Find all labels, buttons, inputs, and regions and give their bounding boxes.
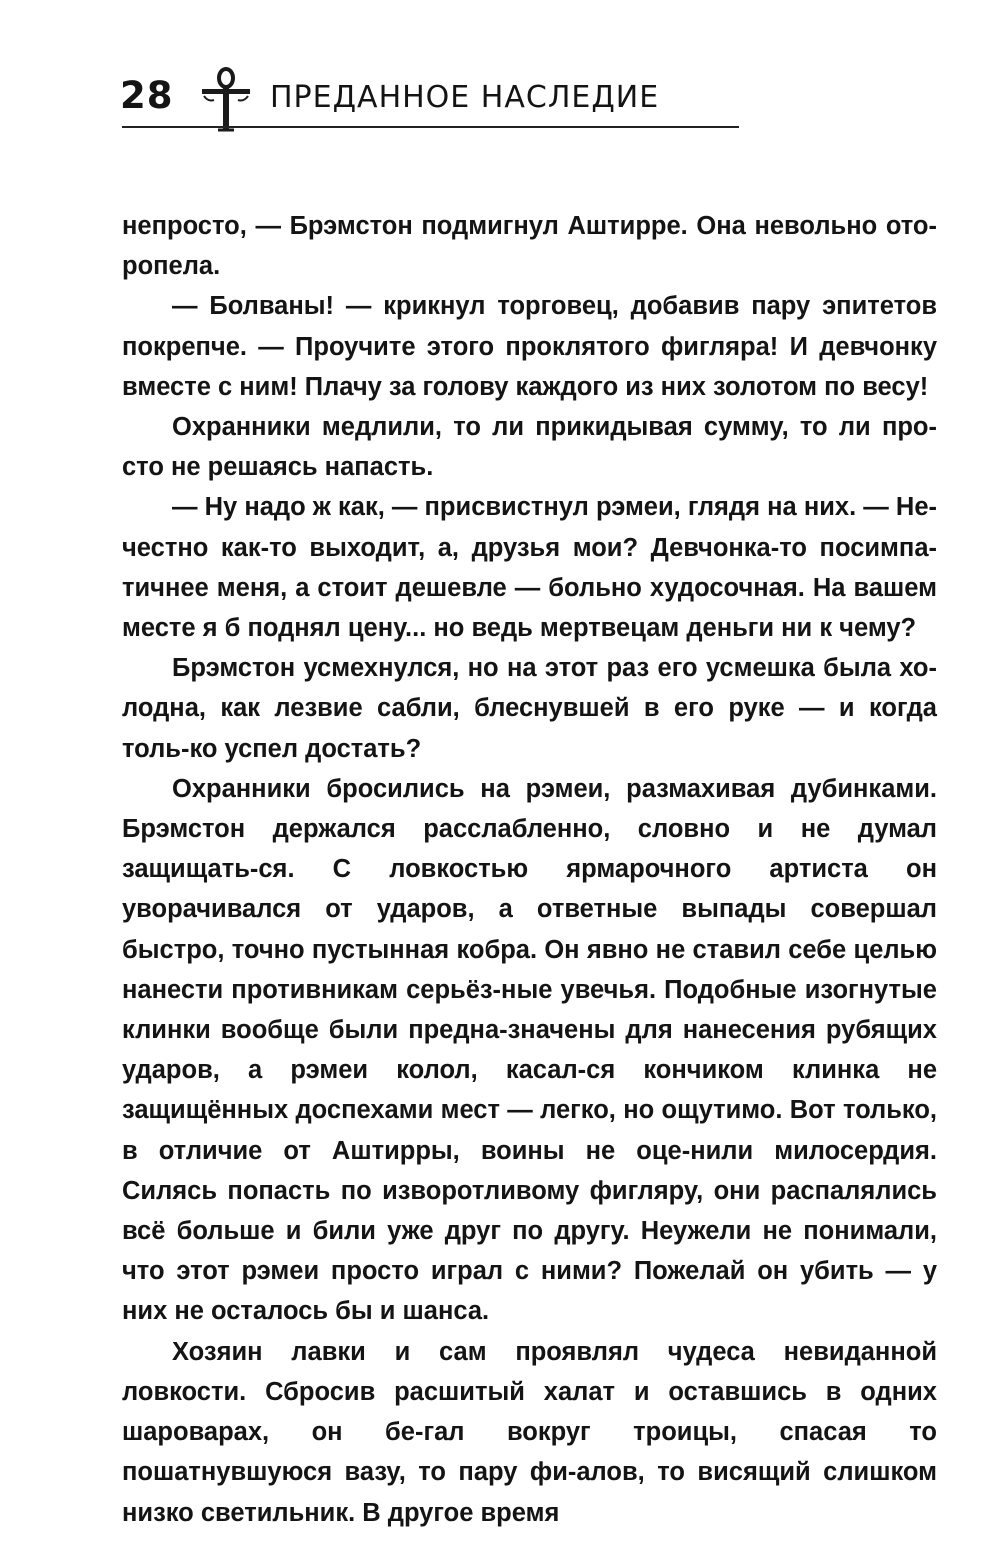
header-divider [122,126,739,128]
paragraph: Брэмстон усмехнулся, но на этот раз его усмешка была хо-лодна, как лезвие сабли, блеснувшей в его руке — и когда толь-ко успел достать? [122,654,937,763]
ankh-icon [200,66,252,132]
paragraph: Охранники медлили, то ли прикидывая сумму, то ли про-сто не решаясь напасть. [122,413,937,482]
paragraph: Хозяин лавки и сам проявлял чудеса невиданной ловкости. Сбросив расшитый халат и оставшись в одних шароварах, он бе-гал вокруг троицы, спасая то пошатнувшуюся вазу, то пару фи-алов, то висящий слишком низко светильник. В другое время [122,1337,937,1527]
page-number: 28 [120,74,174,117]
running-title: ПРЕДАННОЕ НАСЛЕДИЕ [270,80,660,115]
paragraph: — Болваны! — крикнул торговец, добавив пару эпитетов покрепче. — Проучите этого проклятого фигляра! И девчонку вместе с ним! Плачу за голову каждого из них золотом по весу! [122,292,937,401]
paragraph: непросто, — Брэмстон подмигнул Аштирре. Она невольно ото-ропела. [122,212,937,281]
paragraph: Охранники бросились на рэмеи, размахивая дубинками. Брэмстон держался расслабленно, словно и не думал защищать-ся. С ловкостью ярмарочного артиста он уворачивался от ударов, а ответные выпады совершал быстро, точно пустынная кобра. Он явно не ставил себе целью нанести противникам серьёз-ные увечья. Подобные изогнутые клинки вообще были предна-значены для нанесения рубящих ударов, а рэмеи колол, касал-ся кончиком клинка не защищённых доспехами мест — легко, но ощутимо. Вот только, в отличие от Аштирры, воины не оце-нили милосердия. Силясь попасть по изворотливому фигляру, они распалялись всё больше и били уже друг по другу. Неужели не понимали, что этот рэмеи просто играл с ними? Пожелай он убить — у них не осталось бы и шанса. [122,774,937,1326]
body-text [122,206,937,1533]
paragraph: — Ну надо ж как, — присвистнул рэмеи, глядя на них. — Не-честно как-то выходит, а, друзья мои? Девчонка-то посимпа-тичнее меня, а стоит дешевле — больно худосочная. На вашем месте я б поднял цену... но ведь мертвецам деньги ни к чему? [122,493,937,643]
